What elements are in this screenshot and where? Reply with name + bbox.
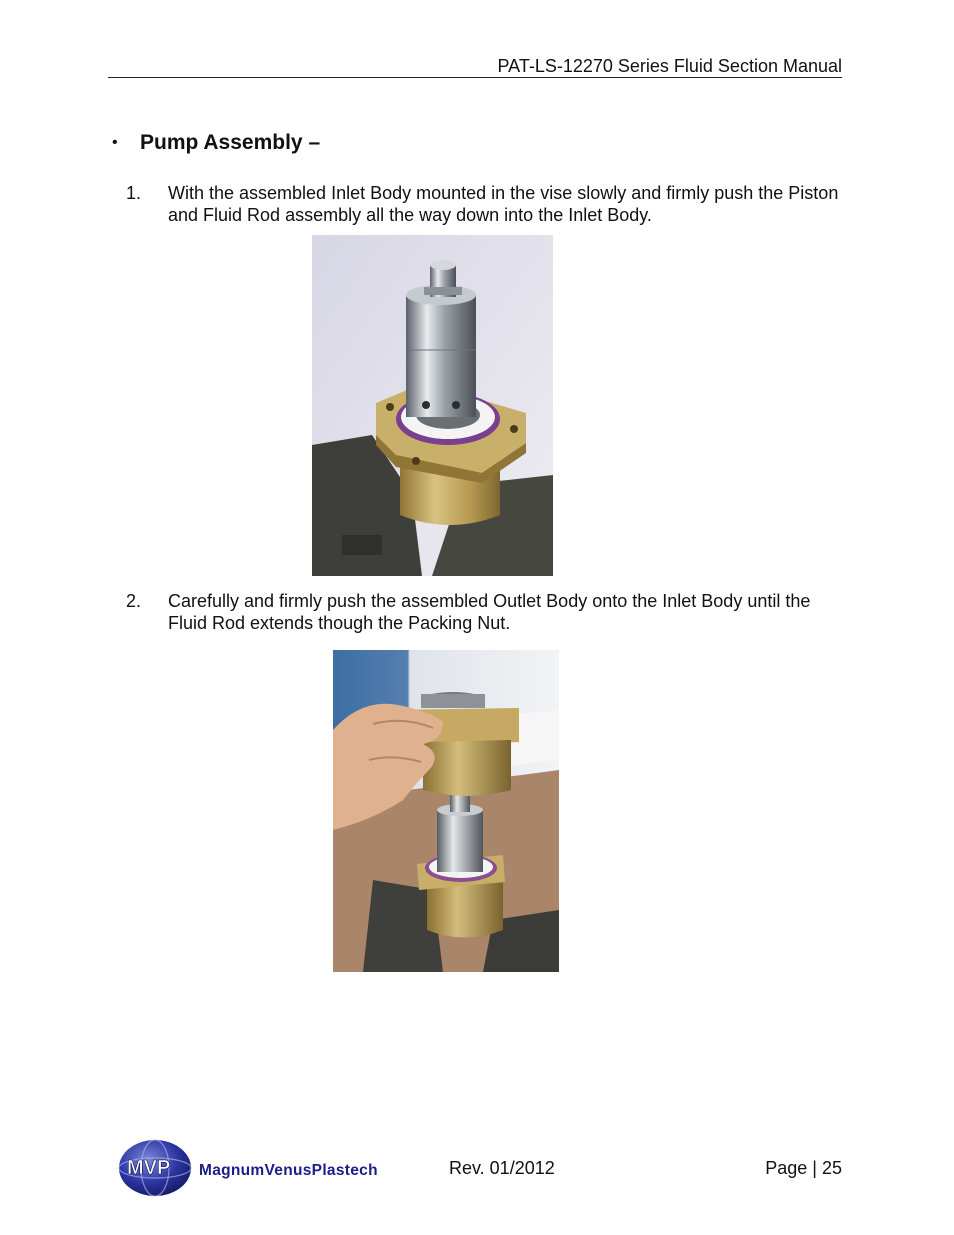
step-number: 2. — [126, 591, 142, 611]
revision-label: Rev. 01/2012 — [449, 1158, 555, 1178]
bullet-icon: • — [112, 134, 118, 151]
section-title: Pump Assembly – — [140, 131, 321, 154]
step-text: Carefully and firmly push the assembled Outlet Body onto the Inlet Body until the Fluid Rod extends though the Packing Nut. — [168, 591, 811, 633]
photo-piston-in-inlet-body — [312, 235, 553, 576]
company-logo — [117, 1138, 402, 1198]
logo-mark: MVP — [127, 1157, 171, 1179]
photo-outlet-body-onto-inlet-body — [333, 650, 559, 972]
step-text: With the assembled Inlet Body mounted in the vise slowly and firmly push the Piston and Fluid Rod assembly all the way down into the Inlet Body. — [168, 183, 839, 225]
step-1 — [126, 182, 846, 226]
step-2 — [126, 590, 846, 634]
logo-text: MagnumVenusPlastech — [199, 1162, 378, 1179]
section-heading — [112, 131, 320, 155]
header-divider — [108, 77, 842, 78]
page-number: Page | 25 — [765, 1158, 842, 1178]
manual-title: PAT-LS-12270 Series Fluid Section Manual — [497, 56, 842, 76]
step-number: 1. — [126, 183, 142, 203]
